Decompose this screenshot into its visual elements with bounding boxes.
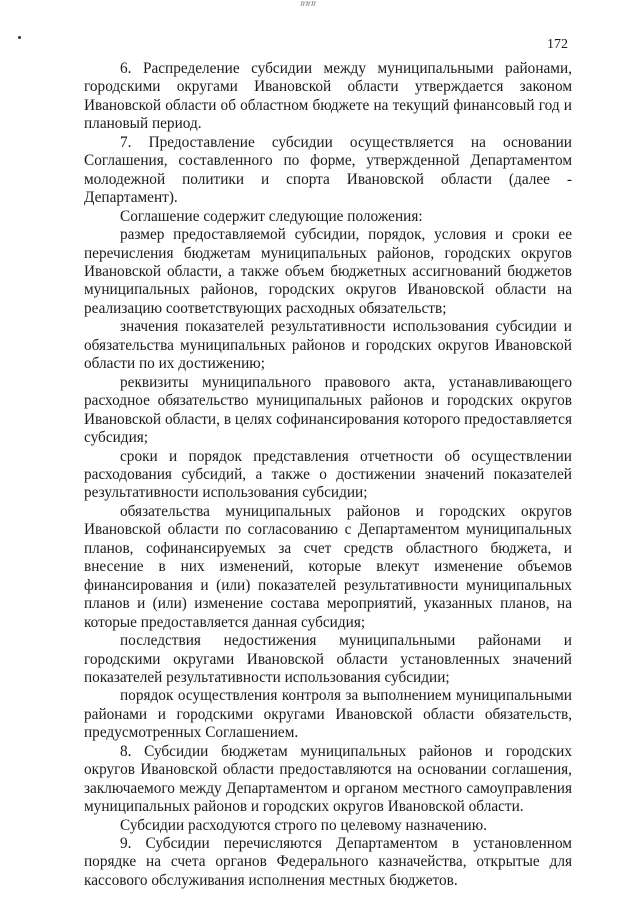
paragraph-reporting: сроки и порядок представления отчетности об осуществлении расходования субсидий, а также о достижении значений показателей результативности использования субсидии; [84, 447, 572, 502]
paragraph-legal-act: реквизиты муниципального правового акта, устанавливающего расходное обязательство муниципальных районов и городских округов Ивановской области, в целях софинансирования которого предоставляется субсидия; [84, 373, 572, 447]
paragraph-7: 7. Предоставление субсидии осуществляется на основании Соглашения, составленного по форме, утвержденной Департаментом молодежной политики и спорта Ивановской области (далее - Департамент). [84, 133, 572, 207]
paragraph-6: 6. Распределение субсидии между муниципальными районами, городскими округами Ивановской области утверждается законом Ивановской области об областном бюджете на текущий финансовый год и плановый период. [84, 60, 572, 133]
paragraph-agreement-intro: Соглашение содержит следующие положения: [120, 207, 423, 225]
paragraph-target-use: Субсидии расходуются строго по целевому назначению. [120, 816, 487, 834]
paragraph-indicator-values: значения показателей результативности использования субсидии и обязательства муниципальных районов и городских округов Ивановской области по их достижению; [84, 318, 572, 373]
paragraph-control: порядок осуществления контроля за выполнением муниципальными районами и городскими округами Ивановской области обязательств, предусмотренных Соглашением. [84, 687, 572, 742]
paragraph-subsidy-size: размер предоставляемой субсидии, порядок, условия и сроки ее перечисления бюджетам муниципальных районов, городских округов Ивановской области, а также объем бюджетных ассигнований бюджетов муниципальных районов, городских округов Ивановской области на реализацию соответствующих расходных обязательств; [84, 226, 572, 317]
scan-header-mark: ⷍⷍⷍ [300, 0, 316, 8]
paragraph-9: 9. Субсидии перечисляются Департаментом в установленном порядке на счета органов Федерального казначейства, открытые для кассового обслуживания исполнения местных бюджетов. [84, 835, 572, 889]
paragraph-consequences: последствия недостижения муниципальными районами и городскими округами Ивановской области установленных значений показателей результативности использования субсидии; [84, 632, 572, 686]
paragraph-obligations: обязательства муниципальных районов и городских округов Ивановской области по согласованию с Департаментом муниципальных планов, софинансируемых за счет средств областного бюджета, и внесение в них изменений, которые влекут изменение объемов финансирования и (или) показателей результативности муниципальных планов и (или) изменение состава мероприятий, указанных планов, на которые предоставляется данная субсидия; [84, 502, 572, 631]
page-number: 172 [547, 37, 568, 52]
document-body [84, 60, 572, 890]
paragraph-8: 8. Субсидии бюджетам муниципальных районов и городских округов Ивановской области предоставляются на основании соглашения, заключаемого между Департаментом и органом местного самоуправления муниципальных районов и городских округов Ивановской области. [84, 742, 572, 816]
scan-speck [18, 36, 21, 39]
